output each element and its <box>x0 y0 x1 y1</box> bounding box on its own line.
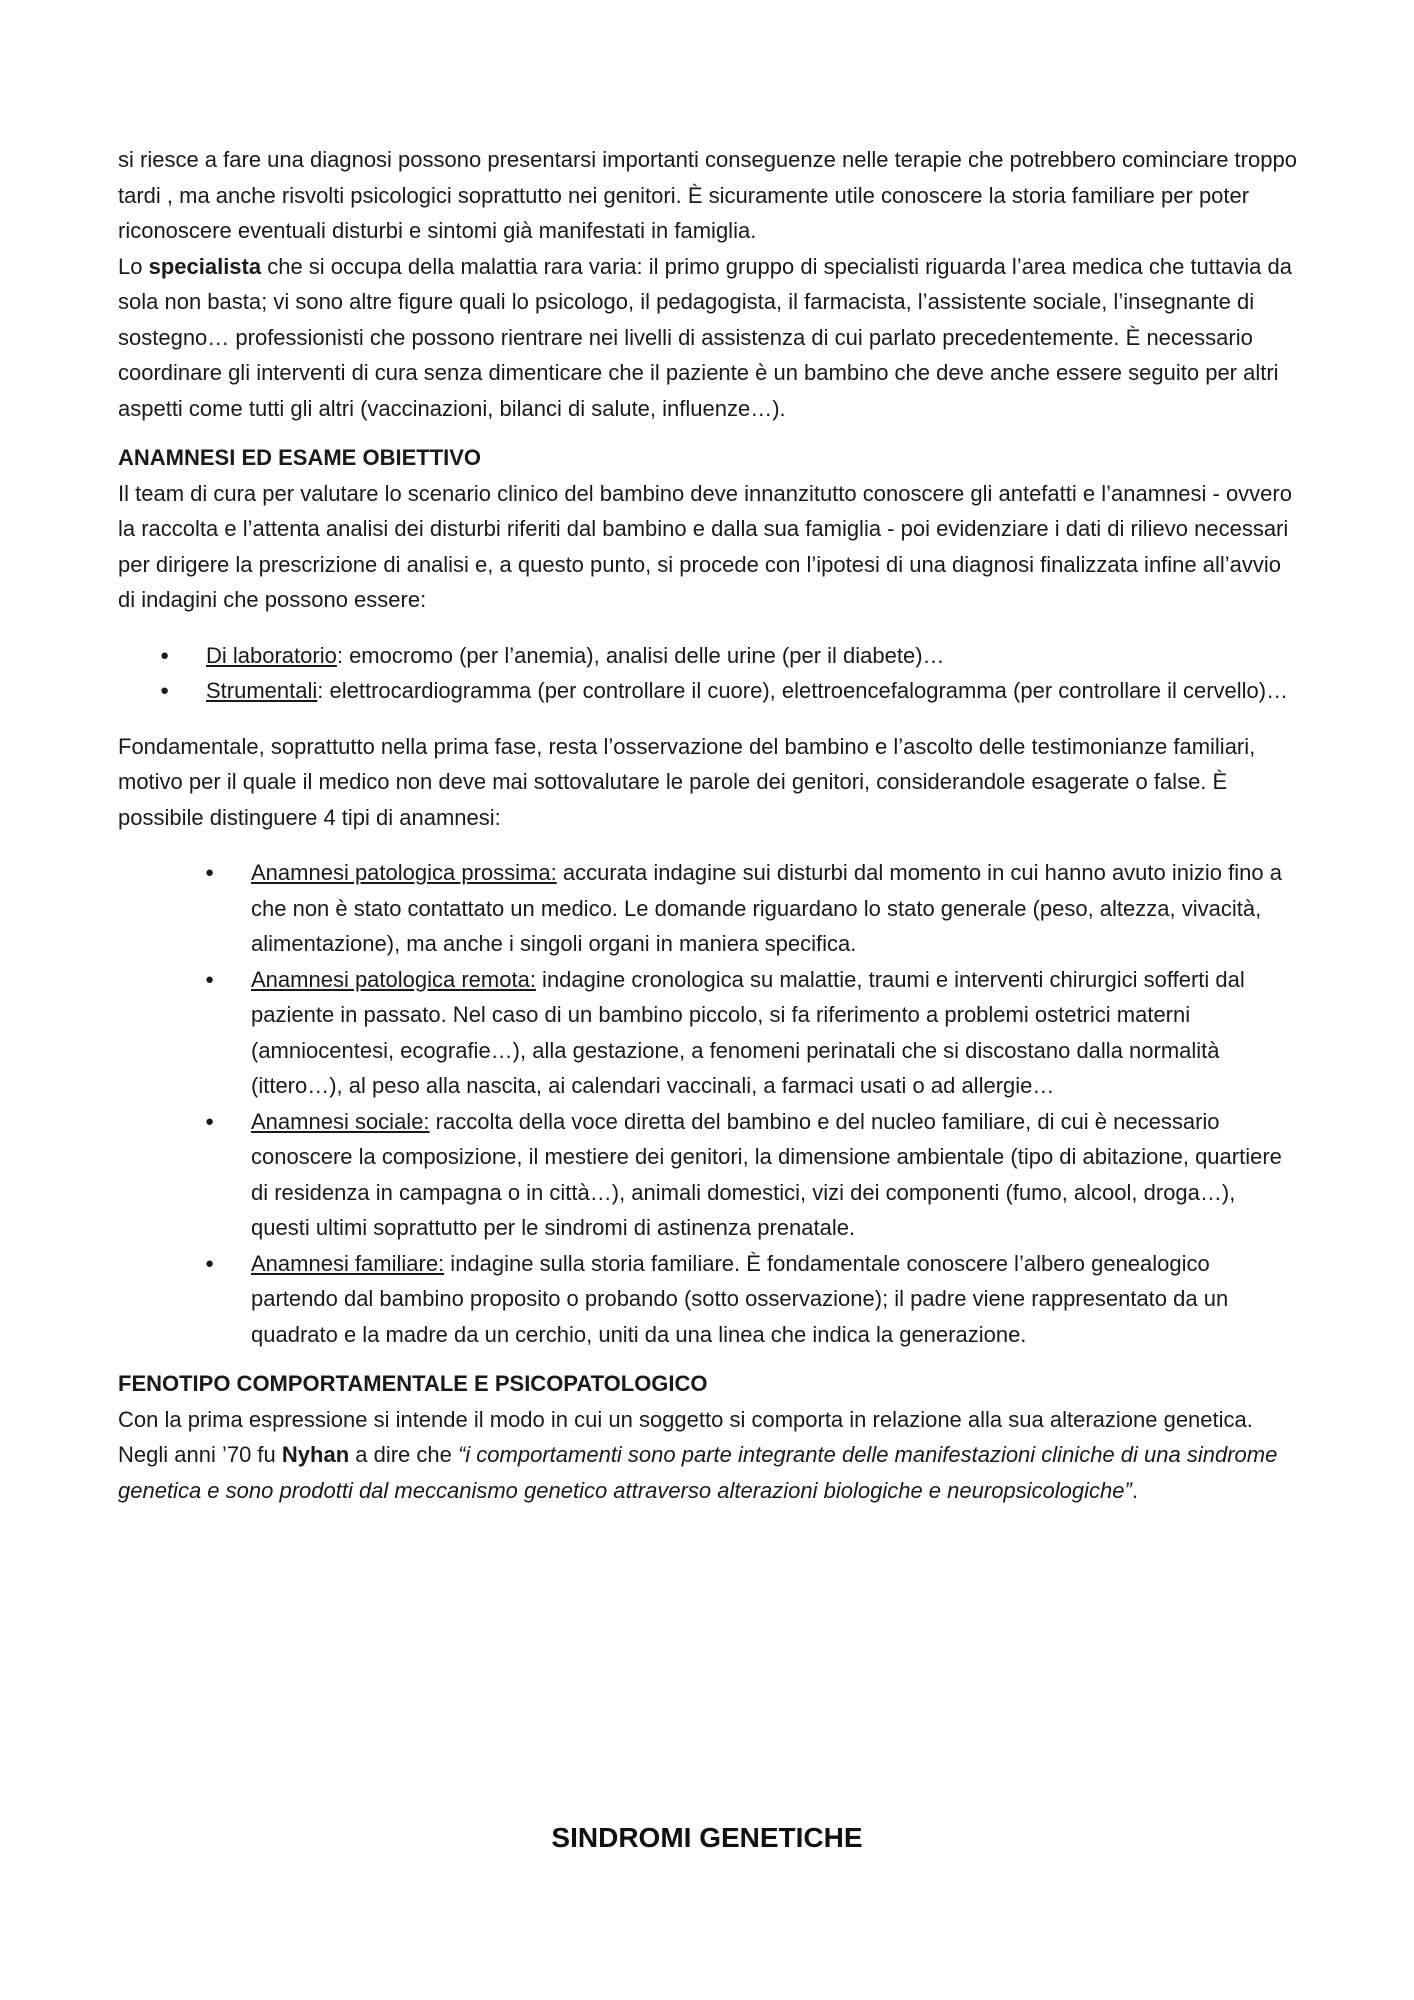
document-body <box>118 142 1298 1508</box>
fenotipo-text-before: Con la prima espressione si intende il modo in cui un soggetto si comporta in relazione alla sua alterazione genetica. Negli anni ’70 fu <box>118 1406 1253 1467</box>
list-item <box>251 855 1298 962</box>
nyhan-name: Nyhan <box>281 1442 350 1467</box>
section-title: SINDROMI GENETICHE <box>551 1822 863 1853</box>
list-item <box>251 1104 1298 1246</box>
fenotipo-text-after: . <box>1131 1477 1138 1503</box>
intro-p2-after: che si occupa della malattia rara varia: il primo gruppo di specialisti riguarda l’area medica che tuttavia da sola non basta; vi sono altre figure quali lo psicologo, il pedagogista, il farmacista, l’assistente sociale, l’insegnante di sostegno… professionisti che possono rientrare nei livelli di assistenza di cui parlato precedentemente. È necessario coordinare gli interventi di cura senza dimenticare che il paziente è un bambino che deve anche essere seguito per altri aspetti come tutti gli altri (vaccinazioni, bilanci di salute, influenze…). <box>118 253 1292 421</box>
tipo-text: raccolta della voce diretta del bambino e del nucleo familiare, di cui è necessario conoscere la composizione, il mestiere dei genitori, la dimensione ambientale (tipo di abitazione, quartiere di residenza in campagna o in città…), animali domestici, vizi dei componenti (fumo, alcool, droga…), questi ultimi soprattutto per le sindromi di astinenza prenatale. <box>251 1108 1282 1240</box>
tipo-text: indagine cronologica su malattie, traumi e interventi chirurgici sofferti dal paziente in passato. Nel caso di un bambino piccolo, si fa riferimento a problemi ostetrici materni (amniocentesi, ecografie…), alla gestazione, a fenomeni perinatali che si discostano dalla normalità (ittero…), al peso alla nascita, ai calendari vaccinali, a farmaci usati o ad allergie… <box>251 966 1245 1098</box>
list-item <box>206 638 1298 674</box>
list-item <box>251 1246 1298 1353</box>
intro-paragraph-1: si riesce a fare una diagnosi possono presentarsi importanti conseguenze nelle terapie che potrebbero cominciare troppo tardi , ma anche risvolti psicologici soprattutto nei genitori. È sicuramente utile conoscere la storia familiare per poter riconoscere eventuali disturbi e sintomi già manifestati in famiglia. <box>118 147 1297 243</box>
intro-p2-before: Lo <box>118 253 149 279</box>
indagine-text: : emocromo (per l’anemia), analisi delle urine (per il diabete)… <box>336 642 945 668</box>
indagine-term: Strumentali <box>206 678 318 703</box>
anamnesi-paragraph-2: Fondamentale, soprattutto nella prima fase, resta l’osservazione del bambino e l’ascolto delle testimonianze familiari, motivo per il quale il medico non deve mai sottovalutare le parole dei genitori, considerandole esagerate o false. È possibile distinguere 4 tipi di anamnesi: <box>118 733 1256 830</box>
list-item <box>251 962 1298 1104</box>
tipo-text: indagine sulla storia familiare. È fondamentale conoscere l’albero genealogico partendo dal bambino proposito o probando (sotto osservazione); il padre viene rappresentato da un quadrato e la madre da un cerchio, uniti da una linea che indica la generazione. <box>251 1250 1229 1347</box>
indagini-list <box>118 638 1298 709</box>
indagine-term: Di laboratorio <box>206 642 337 668</box>
tipo-term: Anamnesi patologica remota: <box>251 966 536 992</box>
tipo-term: Anamnesi patologica prossima: <box>251 860 557 885</box>
intro-paragraph-2 <box>118 249 1298 427</box>
tipo-term: Anamnesi sociale: <box>251 1108 430 1134</box>
fenotipo-paragraph <box>118 1402 1298 1509</box>
fenotipo-text-middle: a dire che <box>349 1442 458 1467</box>
tipo-term: Anamnesi familiare: <box>251 1250 445 1276</box>
list-item <box>206 673 1298 709</box>
tipo-text: accurata indagine sui disturbi dal momento in cui hanno avuto inizio fino a che non è stato contattato un medico. Le domande riguardano lo stato generale (peso, altezza, vivacità, alimentazione), ma anche i singoli organi in maniera specifica. <box>251 860 1282 956</box>
anamnesi-paragraph-1: Il team di cura per valutare lo scenario clinico del bambino deve innanzitutto conoscere gli antefatti e l’anamnesi - ovvero la raccolta e l’attenta analisi dei disturbi riferiti dal bambino e dalla sua famiglia - poi evidenziare i dati di rilievo necessari per dirigere la prescrizione di analisi e, a questo punto, si procede con l’ipotesi di una diagnosi finalizzata infine all’avvio di indagini che possono essere: <box>118 480 1292 612</box>
anamnesi-heading: ANAMNESI ED ESAME OBIETTIVO <box>118 445 482 470</box>
specialista-term: specialista <box>148 253 262 279</box>
indagine-text: : elettrocardiogramma (per controllare il cuore), elettroencefalogramma (per controllare il cervello)… <box>317 678 1289 703</box>
fenotipo-heading: FENOTIPO COMPORTAMENTALE E PSICOPATOLOGICO <box>118 1371 708 1396</box>
tipi-anamnesi-list <box>118 855 1298 1352</box>
nyhan-quote: “i comportamenti sono parte integrante delle manifestazioni cliniche di una sindrome genetica e sono prodotti dal meccanismo genetico attraverso alterazioni biologiche e neuropsicologiche” <box>118 1442 1278 1503</box>
